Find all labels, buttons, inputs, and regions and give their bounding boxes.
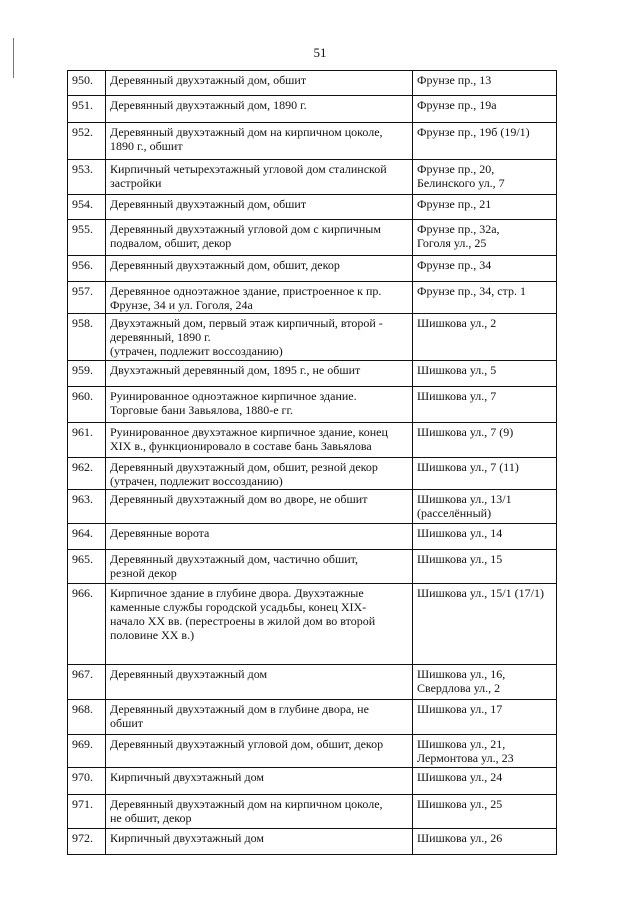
table-body xyxy=(68,71,557,855)
entry-address xyxy=(413,423,557,458)
page-number: 51 xyxy=(313,45,327,60)
entry-address-line: Шишкова ул., 17 xyxy=(417,702,503,716)
entry-number: 953. xyxy=(68,160,106,195)
entry-address-line: Белинского ул., 7 xyxy=(417,176,505,190)
entry-description xyxy=(106,71,413,96)
entry-description-line: Двухэтажный деревянный дом, 1895 г., не обшит xyxy=(110,363,361,377)
entry-description xyxy=(106,458,413,490)
entry-description-line: не обшит, декор xyxy=(110,811,192,825)
entry-address xyxy=(413,314,557,361)
entry-address-line: Шишкова ул., 7 (11) xyxy=(417,460,519,474)
entry-description xyxy=(106,795,413,829)
entry-number: 965. xyxy=(68,550,106,584)
entry-description xyxy=(106,665,413,700)
entry-description-line: (утрачен, подлежит воссозданию) xyxy=(110,474,283,488)
entry-description-line: Деревянный двухэтажный дом, обшит, резной декор xyxy=(110,460,378,474)
entry-address xyxy=(413,795,557,829)
entry-description-line: Деревянный двухэтажный угловой дом с кирпичным xyxy=(110,222,381,236)
entry-address xyxy=(413,524,557,550)
entry-description xyxy=(106,550,413,584)
entry-number: 958. xyxy=(68,314,106,361)
entry-address-line: Шишкова ул., 25 xyxy=(417,797,503,811)
entry-address xyxy=(413,665,557,700)
entry-address-line: Шишкова ул., 24 xyxy=(417,770,503,784)
table-row xyxy=(68,550,557,584)
entry-address-line: Фрунзе пр., 34, стр. 1 xyxy=(417,284,526,298)
table-row xyxy=(68,282,557,314)
entry-description xyxy=(106,256,413,282)
entry-description xyxy=(106,490,413,524)
entry-address-line: Шишкова ул., 13/1 xyxy=(417,492,512,506)
table-row xyxy=(68,195,557,220)
entry-description-line: застройки xyxy=(110,176,162,190)
entry-address-line: Свердлова ул., 2 xyxy=(417,681,501,695)
table-row xyxy=(68,160,557,195)
table-row xyxy=(68,220,557,256)
entry-number: 961. xyxy=(68,423,106,458)
entry-address xyxy=(413,768,557,795)
entry-description-line: каменные службы городской усадьбы, конец XIX- xyxy=(110,600,367,614)
entry-number: 960. xyxy=(68,387,106,423)
entry-address xyxy=(413,735,557,768)
table-row xyxy=(68,584,557,665)
entry-address-line: Фрунзе пр., 19а xyxy=(417,98,497,112)
entry-address-line: Фрунзе пр., 20, xyxy=(417,162,495,176)
entry-address-line: Шишкова ул., 14 xyxy=(417,526,503,540)
entry-address xyxy=(413,123,557,160)
entry-address xyxy=(413,96,557,123)
entry-description xyxy=(106,282,413,314)
entry-description xyxy=(106,387,413,423)
entry-address xyxy=(413,361,557,387)
entry-description-line: Деревянный двухэтажный дом, обшит xyxy=(110,197,307,211)
entry-number: 950. xyxy=(68,71,106,96)
entry-description-line: Деревянное одноэтажное здание, пристроенное к пр. xyxy=(110,284,382,298)
entry-address-line: Шишкова ул., 2 xyxy=(417,316,497,330)
entry-description-line: Деревянный двухэтажный дом xyxy=(110,667,268,681)
entry-description xyxy=(106,584,413,665)
entry-description-line: резной декор xyxy=(110,566,177,580)
entry-address xyxy=(413,458,557,490)
entry-description-line: Двухэтажный дом, первый этаж кирпичный, второй - xyxy=(110,316,383,330)
entry-description xyxy=(106,123,413,160)
entry-address-line: Лермонтова ул., 23 xyxy=(417,751,514,765)
entry-description xyxy=(106,220,413,256)
table-row xyxy=(68,96,557,123)
entry-number: 969. xyxy=(68,735,106,768)
entry-number: 954. xyxy=(68,195,106,220)
entry-description-line: Торговые бани Завьялова, 1880-е гг. xyxy=(110,403,294,417)
entry-description-line: Деревянный двухэтажный угловой дом, обшит, декор xyxy=(110,737,384,751)
entry-description xyxy=(106,160,413,195)
entry-number: 962. xyxy=(68,458,106,490)
entry-number: 955. xyxy=(68,220,106,256)
entry-description-line: обшит xyxy=(110,716,144,730)
entry-number: 957. xyxy=(68,282,106,314)
entry-description-line: (утрачен, подлежит воссозданию) xyxy=(110,344,283,358)
entry-description xyxy=(106,314,413,361)
table-row xyxy=(68,123,557,160)
entry-description-line: Деревянный двухэтажный дом, 1890 г. xyxy=(110,98,307,112)
entry-address-line: Гоголя ул., 25 xyxy=(417,236,487,250)
entry-address xyxy=(413,387,557,423)
entry-address xyxy=(413,550,557,584)
entry-description-line: Деревянный двухэтажный дом на кирпичном цоколе, xyxy=(110,797,383,811)
table-row xyxy=(68,524,557,550)
entry-description xyxy=(106,195,413,220)
table-row xyxy=(68,458,557,490)
entry-description-line: Фрунзе, 34 и ул. Гоголя, 24а xyxy=(110,298,253,312)
entry-description xyxy=(106,361,413,387)
entry-address-line: Шишкова ул., 7 xyxy=(417,389,497,403)
table-row xyxy=(68,700,557,735)
entry-address xyxy=(413,71,557,96)
entry-number: 959. xyxy=(68,361,106,387)
entry-description xyxy=(106,524,413,550)
table-row xyxy=(68,735,557,768)
entry-number: 971. xyxy=(68,795,106,829)
entry-address-line: Шишкова ул., 16, xyxy=(417,667,506,681)
entry-number: 966. xyxy=(68,584,106,665)
entry-description-line: 1890 г., обшит xyxy=(110,139,183,153)
entry-description-line: XIX в., функционировало в составе бань Завьялова xyxy=(110,439,372,453)
entry-address-line: Шишкова ул., 15 xyxy=(417,552,503,566)
entry-description-line: подвалом, обшит, декор xyxy=(110,236,232,250)
table-row xyxy=(68,256,557,282)
entry-number: 967. xyxy=(68,665,106,700)
entry-address-line: Фрунзе пр., 13 xyxy=(417,73,492,87)
entry-address xyxy=(413,282,557,314)
entry-description-line: Деревянный двухэтажный дом во дворе, не обшит xyxy=(110,492,368,506)
entry-description-line: Руинированное одноэтажное кирпичное здание. xyxy=(110,389,357,403)
entry-description-line: Деревянный двухэтажный дом, обшит, декор xyxy=(110,258,340,272)
entry-description-line: Деревянный двухэтажный дом, обшит xyxy=(110,73,307,87)
entry-number: 956. xyxy=(68,256,106,282)
table-row xyxy=(68,768,557,795)
entry-description-line: Кирпичное здание в глубине двора. Двухэтажные xyxy=(110,586,364,600)
entry-description xyxy=(106,768,413,795)
table-row xyxy=(68,361,557,387)
entry-description xyxy=(106,735,413,768)
entry-number: 951. xyxy=(68,96,106,123)
entry-address-line: Фрунзе пр., 19б (19/1) xyxy=(417,125,530,139)
entry-description-line: половине XX в.) xyxy=(110,628,195,642)
entry-description xyxy=(106,829,413,855)
table-row xyxy=(68,490,557,524)
entry-description-line: Кирпичный четырехэтажный угловой дом сталинской xyxy=(110,162,387,176)
entry-description-line: Кирпичный двухэтажный дом xyxy=(110,831,264,845)
table-row xyxy=(68,665,557,700)
entry-address xyxy=(413,160,557,195)
entry-address xyxy=(413,584,557,665)
entry-address xyxy=(413,490,557,524)
entry-address-line: Фрунзе пр., 32а, xyxy=(417,222,500,236)
entry-address xyxy=(413,829,557,855)
entry-number: 970. xyxy=(68,768,106,795)
entry-number: 952. xyxy=(68,123,106,160)
entry-address-line: Шишкова ул., 7 (9) xyxy=(417,425,514,439)
entry-address-line: Шишкова ул., 5 xyxy=(417,363,497,377)
entry-description-line: деревянный, 1890 г. xyxy=(110,330,211,344)
entry-number: 963. xyxy=(68,490,106,524)
entry-description-line: Деревянные ворота xyxy=(110,526,210,540)
table-row xyxy=(68,314,557,361)
table-row xyxy=(68,423,557,458)
entry-address-line: Шишкова ул., 21, xyxy=(417,737,506,751)
heritage-registry-table xyxy=(67,70,557,855)
entry-description-line: Руинированное двухэтажное кирпичное здание, конец xyxy=(110,425,388,439)
entry-address-line: (расселённый) xyxy=(417,506,492,520)
entry-address-line: Фрунзе пр., 34 xyxy=(417,258,492,272)
entry-number: 972. xyxy=(68,829,106,855)
entry-description-line: Деревянный двухэтажный дом на кирпичном цоколе, xyxy=(110,125,383,139)
entry-description-line: Деревянный двухэтажный дом, частично обшит, xyxy=(110,552,358,566)
entry-address xyxy=(413,195,557,220)
entry-address-line: Фрунзе пр., 21 xyxy=(417,197,492,211)
table-row xyxy=(68,71,557,96)
entry-description xyxy=(106,96,413,123)
table-row xyxy=(68,829,557,855)
entry-address xyxy=(413,256,557,282)
entry-description-line: Кирпичный двухэтажный дом xyxy=(110,770,264,784)
entry-number: 964. xyxy=(68,524,106,550)
table-row xyxy=(68,795,557,829)
entry-description-line: Деревянный двухэтажный дом в глубине двора, не xyxy=(110,702,369,716)
entry-address xyxy=(413,700,557,735)
entry-address-line: Шишкова ул., 15/1 (17/1) xyxy=(417,586,544,600)
table-row xyxy=(68,387,557,423)
entry-description xyxy=(106,423,413,458)
entry-description xyxy=(106,700,413,735)
entry-address-line: Шишкова ул., 26 xyxy=(417,831,503,845)
entry-number: 968. xyxy=(68,700,106,735)
entry-address xyxy=(413,220,557,256)
entry-description-line: начало XX вв. (перестроены в жилой дом во второй xyxy=(110,614,376,628)
